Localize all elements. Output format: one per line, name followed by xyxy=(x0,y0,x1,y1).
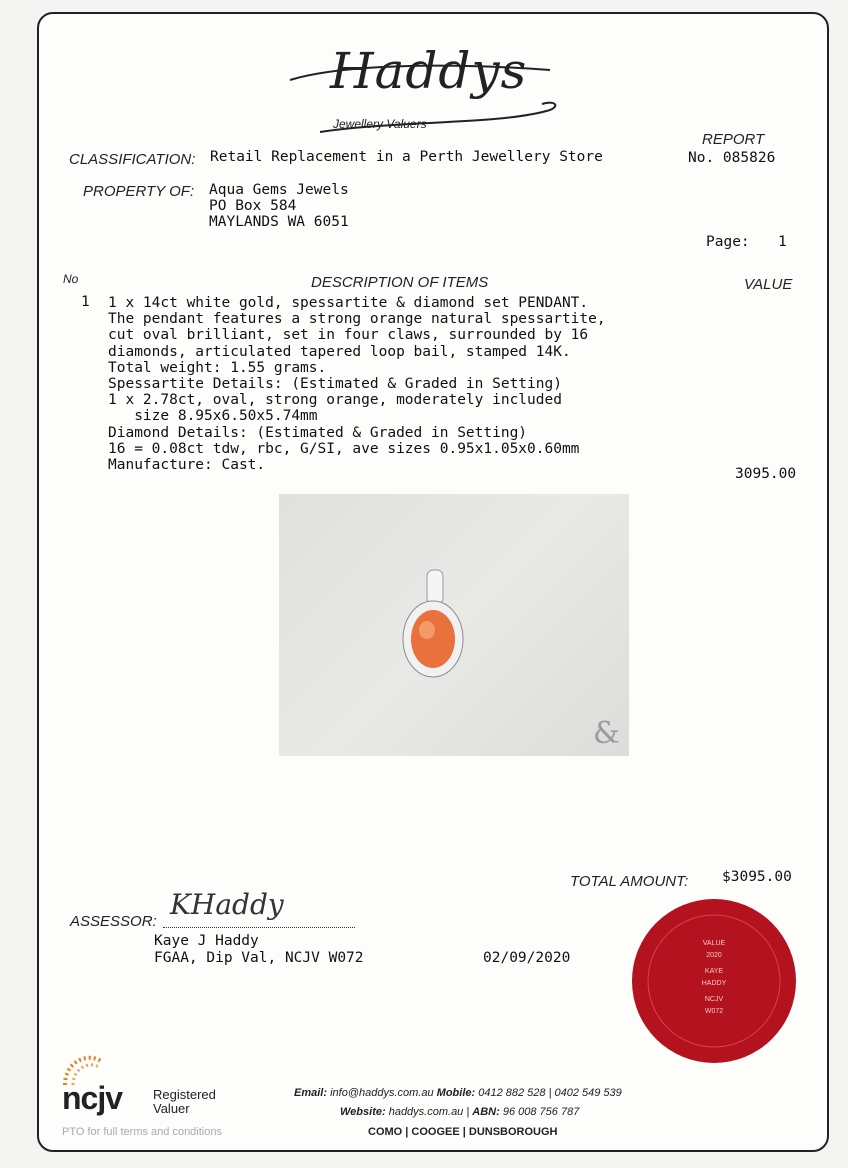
report-date: 02/09/2020 xyxy=(483,950,571,966)
property-line: Aqua Gems Jewels xyxy=(209,182,349,198)
item-number: 1 xyxy=(81,294,90,310)
seal-line: KAYE xyxy=(704,968,724,975)
logo-wordmark: Haddys xyxy=(330,42,528,100)
seal-line: 2020 xyxy=(706,952,722,959)
assessor-name: Kaye J Haddy xyxy=(154,933,259,949)
description-line: size 8.95x6.50x5.74mm xyxy=(108,408,318,425)
email-value[interactable]: info@haddys.com.au xyxy=(330,1087,434,1099)
classification-value: Retail Replacement in a Perth Jewellery Store xyxy=(210,149,603,165)
locations: COMO | COOGEE | DUNSBOROUGH xyxy=(368,1126,558,1138)
ncjv-logo: ncjv xyxy=(62,1080,123,1116)
website-label: Website: xyxy=(340,1106,386,1118)
total-value: $3095.00 xyxy=(722,869,792,885)
page-number: 1 xyxy=(778,234,787,250)
description-line: diamonds, articulated tapered loop bail, stamped 14K. xyxy=(108,343,571,360)
property-line: MAYLANDS WA 6051 xyxy=(209,214,349,231)
item-value: 3095.00 xyxy=(735,466,797,482)
ncjv-valuer: Valuer xyxy=(153,1101,190,1116)
wax-seal xyxy=(630,897,798,1065)
value-header: VALUE xyxy=(744,276,793,293)
seal-line: HADDY xyxy=(701,980,727,987)
classification-label: CLASSIFICATION: xyxy=(69,151,196,168)
pendant-photo xyxy=(279,494,629,756)
assessor-signature: KHaddy xyxy=(170,888,284,921)
pendant-image xyxy=(279,494,629,756)
logo-tagline: Jewellery Valuers xyxy=(333,117,427,131)
total-label: TOTAL AMOUNT: xyxy=(570,873,689,890)
abn-label: ABN: xyxy=(472,1106,500,1118)
description-line: Spessartite Details: (Estimated & Graded in Setting) xyxy=(108,376,562,393)
description-line: 1 x 14ct white gold, spessartite & diamond set PENDANT. xyxy=(108,295,589,311)
mobile-label: Mobile: xyxy=(436,1087,476,1099)
email-label: Email: xyxy=(294,1087,328,1099)
ncjv-registered: Registered xyxy=(153,1087,216,1102)
item-description xyxy=(108,295,606,473)
signature-line xyxy=(163,927,355,928)
page-label: Page: xyxy=(706,234,750,250)
seal-line: W072 xyxy=(704,1008,724,1015)
report-label: REPORT xyxy=(702,131,765,148)
description-line: Total weight: 1.55 grams. xyxy=(108,359,327,376)
seal-line: NCJV xyxy=(704,996,724,1003)
item-number-header: No xyxy=(63,272,79,286)
description-line: cut oval brilliant, set in four claws, surrounded by 16 xyxy=(108,327,589,344)
property-label: PROPERTY OF: xyxy=(83,183,195,200)
photo-watermark: & xyxy=(593,716,620,751)
contact-line-2: Website: haddys.com.au | ABN: 96 008 756 787 xyxy=(340,1106,580,1118)
website-value[interactable]: haddys.com.au xyxy=(388,1106,464,1118)
contact-line-1 xyxy=(294,1087,622,1099)
description-line: 1 x 2.78ct, oval, strong orange, moderately included xyxy=(108,392,562,409)
property-address xyxy=(209,182,349,231)
assessor-label: ASSESSOR: xyxy=(70,913,157,930)
assessor-credentials: FGAA, Dip Val, NCJV W072 xyxy=(154,950,364,966)
description-line: The pendant features a strong orange natural spessartite, xyxy=(108,311,606,328)
property-line: PO Box 584 xyxy=(209,198,297,215)
report-number: No. 085826 xyxy=(688,150,776,166)
seal-line: VALUE xyxy=(702,940,726,947)
mobile-value: 0412 882 528 | 0402 549 539 xyxy=(478,1087,622,1099)
description-header: DESCRIPTION OF ITEMS xyxy=(311,274,489,291)
pto-note: PTO for full terms and conditions xyxy=(62,1126,222,1138)
description-line: Diamond Details: (Estimated & Graded in Setting) xyxy=(108,424,528,441)
description-line: Manufacture: Cast. xyxy=(108,457,266,474)
abn-value: 96 008 756 787 xyxy=(502,1106,580,1118)
description-line: 16 = 0.08ct tdw, rbc, G/SI, ave sizes 0.95x1.05x0.60mm xyxy=(108,440,580,457)
